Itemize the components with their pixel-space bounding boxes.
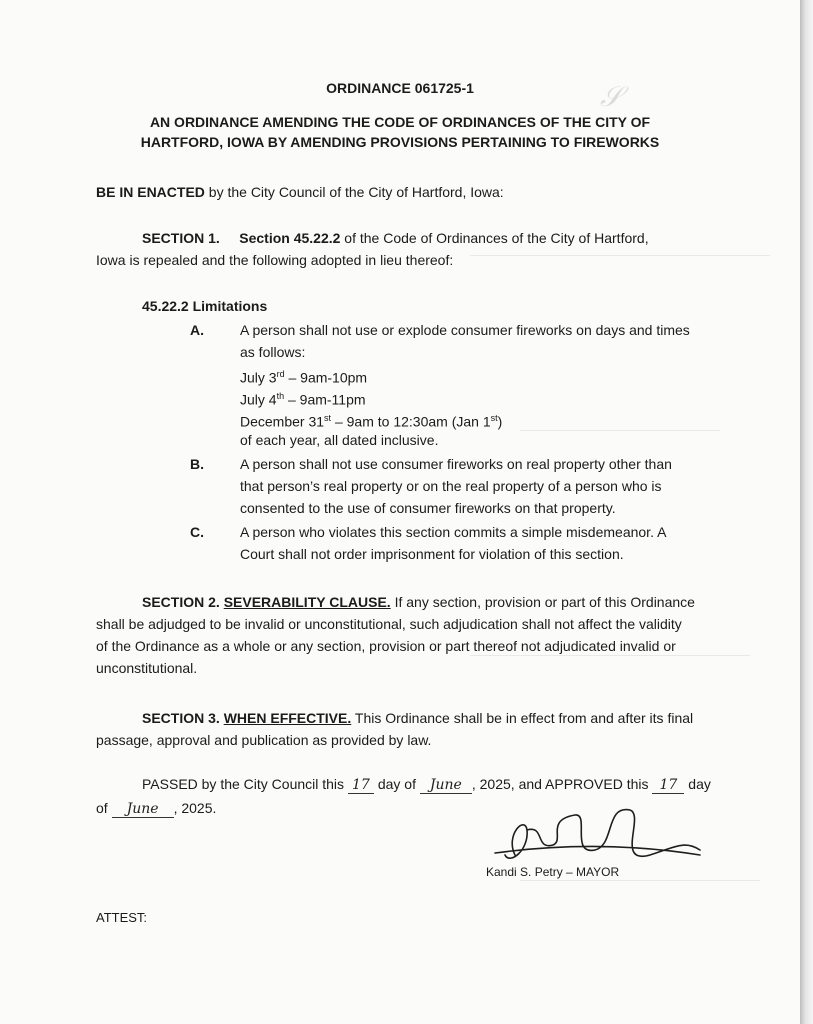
passed-line-2 (96, 798, 216, 818)
bleed-through-mark: 𝒮 (600, 80, 622, 113)
item-a-after: of each year, all dated inclusive. (240, 432, 439, 448)
date-sup: st (490, 413, 498, 423)
section-2-line: of the Ordinance as a whole or any section, provision or part thereof not adjudicated invalid or (96, 638, 676, 654)
date-time: – 9am to 12:30am (Jan 1 (331, 413, 491, 430)
section-2-rest: If any section, provision or part of this Ordinance (390, 594, 695, 610)
date-sup: th (276, 391, 285, 401)
passed-text: , 2025, and APPROVED this (471, 776, 653, 792)
attest-label: ATTEST: (96, 910, 148, 925)
section-1-label: SECTION 1. (142, 230, 220, 246)
item-c-line: Court shall not order imprisonment for violation of this section. (240, 546, 624, 562)
mayor-name: Kandi S. Petry – MAYOR (486, 865, 620, 879)
date-text: July 4 (240, 391, 277, 408)
enacting-rest: by the City Council of the City of Hartford, Iowa: (204, 184, 504, 200)
section-1-rest: of the Code of Ordinances of the City of Hartford, (340, 230, 649, 246)
limitations-heading: 45.22.2 Limitations (142, 298, 268, 314)
passed-line-1 (142, 774, 711, 794)
section-2-label: SECTION 2. (142, 594, 220, 610)
item-c-letter: C. (190, 524, 204, 540)
bleed-through-mark (520, 430, 720, 432)
section-1-ref: Section 45.22.2 (239, 230, 341, 246)
section-3-line-2: passage, approval and publication as provided by law. (96, 732, 432, 748)
approved-day-handwritten: 17 (652, 777, 684, 794)
section-2-line-1 (142, 592, 695, 612)
date-july-4 (240, 386, 366, 410)
section-3-title: WHEN EFFECTIVE. (223, 710, 352, 726)
enacting-clause (96, 182, 504, 202)
passed-text: day of (373, 776, 420, 792)
section-2-line: unconstitutional. (96, 660, 198, 676)
enacting-bold: BE IN ENACTED (96, 184, 205, 200)
item-b-line: consented to the use of consumer fireworks on that property. (240, 500, 616, 516)
item-a-line: A person shall not use or explode consumer fireworks on days and times (240, 322, 690, 338)
item-c-line: A person who violates this section commits a simple misdemeanor. A (240, 524, 667, 540)
item-a-line: as follows: (240, 344, 306, 360)
bleed-through-mark (470, 255, 770, 257)
section-2-title: SEVERABILITY CLAUSE. (223, 594, 391, 610)
item-b-line: A person shall not use consumer fireworks on real property other than (240, 456, 672, 472)
item-b-letter: B. (190, 456, 204, 472)
passed-text: day (684, 776, 711, 792)
section-1-line-2: Iowa is repealed and the following adopted in lieu thereof: (96, 252, 454, 268)
passed-text: of (96, 800, 112, 816)
date-text: December 31 (240, 413, 325, 430)
section-3-rest: This Ordinance shall be in effect from and after its final (351, 710, 694, 726)
date-time: – 9am-10pm (284, 369, 368, 386)
ordinance-title-line-2: HARTFORD, IOWA BY AMENDING PROVISIONS PERTAINING TO FIREWORKS (140, 134, 660, 150)
section-1-line-1 (142, 228, 649, 248)
approved-month-handwritten: June (112, 801, 174, 818)
date-july-3 (240, 364, 367, 388)
date-december-31 (240, 408, 502, 432)
date-time: – 9am-11pm (284, 391, 366, 408)
item-a-letter: A. (190, 322, 204, 338)
ordinance-number: ORDINANCE 061725-1 (326, 80, 474, 96)
passed-month-handwritten: June (420, 777, 472, 794)
passed-text: PASSED by the City Council this (142, 776, 348, 792)
passed-day-handwritten: 17 (348, 777, 374, 794)
section-2-line: shall be adjudged to be invalid or unconstitutional, such adjudication shall not affect the validity (96, 616, 682, 632)
ordinance-title-line-1: AN ORDINANCE AMENDING THE CODE OF ORDINANCES OF THE CITY OF (149, 114, 651, 130)
date-sup: rd (276, 369, 285, 379)
page-edge (800, 0, 813, 1024)
date-close: ) (497, 413, 503, 430)
section-3-label: SECTION 3. (142, 710, 220, 726)
item-b-line: that person’s real property or on the real property of a person who is (240, 478, 662, 494)
date-sup: st (324, 413, 332, 423)
date-text: July 3 (240, 369, 277, 386)
passed-text: , 2025. (173, 800, 217, 816)
section-3-line-1 (142, 708, 693, 728)
